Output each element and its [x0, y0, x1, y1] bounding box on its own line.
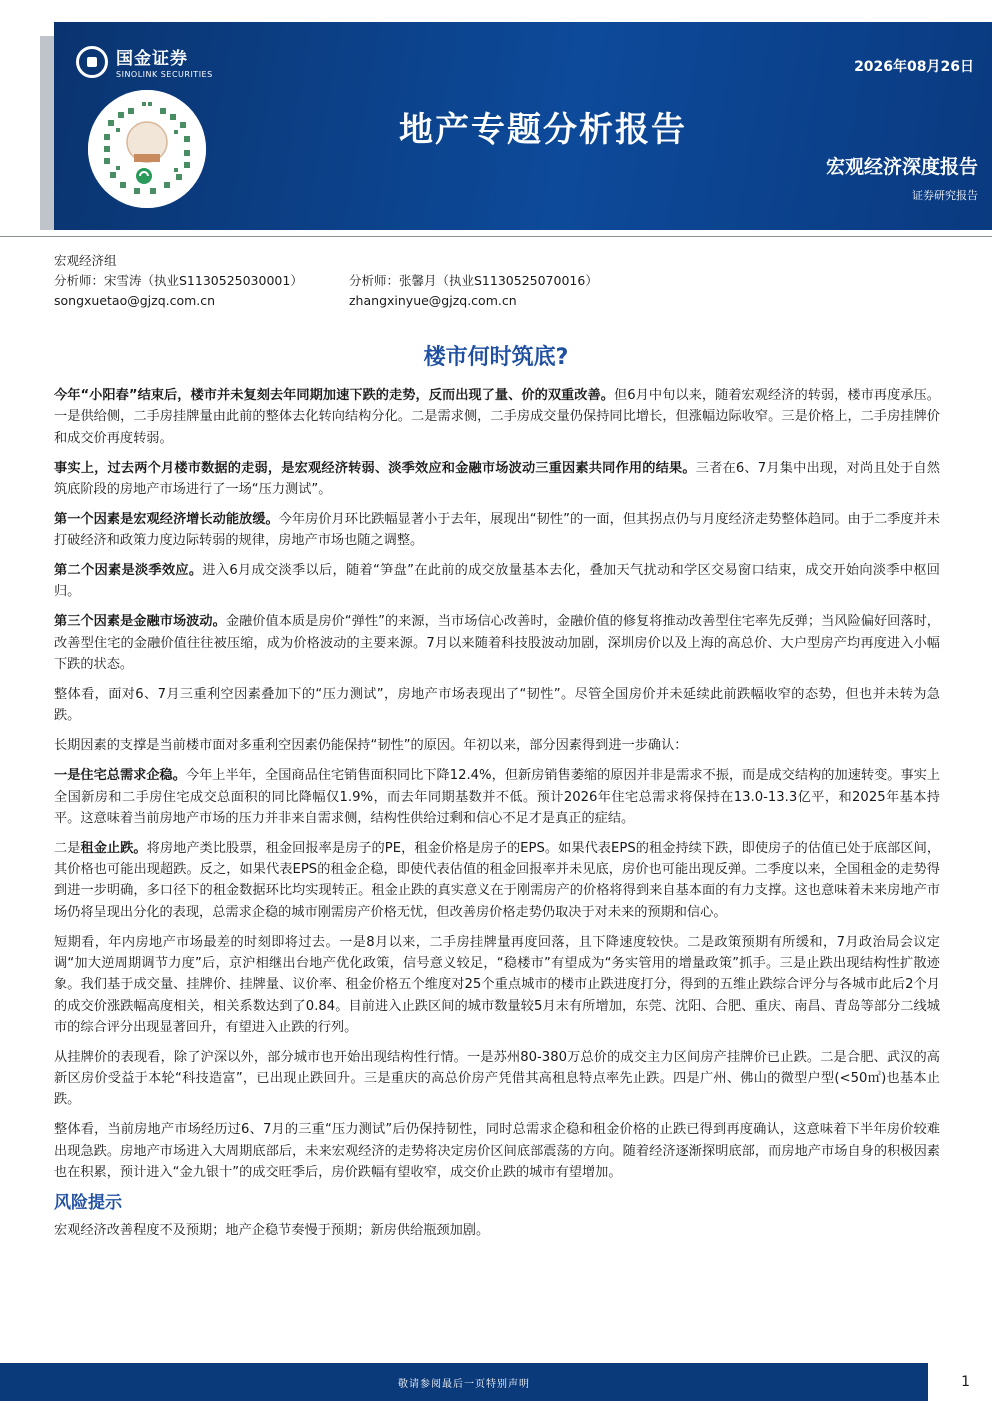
- logo-mark-icon: [76, 46, 108, 78]
- paragraph-text: 但6月中旬以来，随着宏观经济的转弱，楼市再度承压。一是供给侧，二手房挂牌量由此前的整体去化转向结构分化。二是需求侧，二手房成交量仍保持同比增长，但涨幅边际收窄。三是价格上，二手房挂牌价和成交价再度转弱。: [54, 388, 940, 446]
- document-title: 楼市何时筑底?: [423, 345, 569, 370]
- paragraph-12: [54, 1119, 940, 1183]
- analyst-2: 分析师：张馨月（执业S1130525070016）: [349, 273, 598, 288]
- report-date: 2026年08月26日: [854, 59, 974, 75]
- analyst-2-email[interactable]: zhangxinyue@gjzq.com.cn: [349, 293, 517, 308]
- page-number: 1: [961, 1374, 970, 1390]
- paragraph-4: [54, 560, 940, 603]
- paragraph-text: 今年上半年，全国商品住宅销售面积同比下降12.4%，但新房销售萎缩的原因并非是需求不振，而是成交结构的加速转变。事实上全国新房和二手房住宅成交总面积的同比降幅仅1.9%，而去年同期基数并不低。预计2026年住宅总需求将保持在13.0-13.3亿平，和2025年基本持平。这意味着当前房地产市场的压力并非来自需求侧，结构性供给过剩和信心不足才是真正的症结。: [54, 768, 941, 826]
- analyst-1: 分析师：宋雪涛（执业S1130525030001）: [54, 273, 303, 288]
- paragraph-8: [54, 765, 940, 829]
- logo-text: [116, 44, 213, 79]
- paragraph-prefix: 二是: [54, 840, 81, 856]
- research-group: 宏观经济组: [54, 253, 117, 268]
- paragraph-lead: 今年“小阳春”结束后，楼市并未复刻去年同期加速下跌的走势，反而出现了量、价的双重改善。: [54, 388, 614, 403]
- paragraph-text: 今年房价月环比跌幅显著小于去年，展现出“韧性”的一面，但其拐点仍与月度经济走势整体趋同。由于二季度并未打破经济和政策力度边际转弱的规律，房地产市场也随之调整。: [54, 511, 940, 549]
- analyst-1-email[interactable]: songxuetao@gjzq.com.cn: [54, 293, 216, 308]
- report-body: [54, 385, 940, 1250]
- paragraph-text: 短期看，年内房地产市场最差的时刻即将过去。一是8月以来，二手房挂牌量再度回落，且下降速度较快。二是政策预期有所缓和，7月政治局会议定调“加大逆周期调节力度”后，京沪相继出台地产优化政策，信号意义较足，“稳楼市”有望成为“务实管用的增量政策”抓手。三是止跌出现结构性扩散迹象。我们基于成交量、挂牌价、挂牌量、议价率、租金价格五个维度对25个重点城市的楼市止跌进度打分，得到的五维止跌综合评分与各城市此后2个月的成交价涨跌幅高度相关，相关系数达到了0.84。目前进入止跌区间的城市数量较5月末有所增加，东莞、沈阳、合肥、重庆、南昌、青岛等部分二线城市的综合评分出现显著回升，有望进入止跌的行列。: [54, 934, 940, 1035]
- paragraph-text: 进入6月成交淡季以后，随着“笋盘”在此前的成交放量基本去化，叠加天气扰动和学区交易窗口结束，成交开始向淡季中枢回归。: [54, 563, 940, 600]
- paragraph-lead: 事实上，过去两个月楼市数据的走弱，是宏观经济转弱、淡季效应和金融市场波动三重因素共同作用的结果。: [54, 460, 696, 476]
- paragraph-lead: 第二个因素是淡季效应。: [54, 563, 203, 579]
- company-logo: [76, 44, 213, 79]
- paragraph-10: [54, 932, 940, 1038]
- risk-heading: 风险提示: [54, 1193, 122, 1214]
- paragraph-2: [54, 458, 940, 501]
- paragraph-7: [54, 735, 940, 756]
- report-title: 地产专题分析报告: [399, 110, 687, 150]
- logo-cn: 国金证券: [116, 49, 188, 69]
- author-block: [54, 251, 598, 311]
- email-row: [54, 291, 598, 311]
- paragraph-3: [54, 509, 940, 552]
- header-banner: [54, 22, 992, 230]
- paragraph-1: [54, 385, 940, 449]
- paragraph-text: 长期因素的支撑是当前楼市面对多重利空因素仍能保持“韧性”的原因。年初以来，部分因素得到进一步确认：: [54, 738, 688, 754]
- paragraph-11: [54, 1047, 940, 1111]
- logo-en: SINOLINK SECURITIES: [116, 70, 213, 79]
- paragraph-9: [54, 838, 940, 923]
- paragraph-text: 从挂牌价的表现看，除了沪深以外，部分城市也开始出现结构性行情。一是苏州80-380万总价的成交主力区间房产挂牌价已止跌。二是合肥、武汉的高新区房价受益于本轮“科技造富”，已出现止跌回升。三是重庆的高总价房产凭借其高租息特点率先止跌。四是广州、佛山的微型户型(<50㎡)也基本止跌。: [54, 1049, 940, 1108]
- paragraph-lead: 租金止跌。: [80, 840, 147, 856]
- paragraph-text: 金融价值本质是房价“弹性”的来源，当市场信心改善时，金融价值的修复将推动改善型住宅率先反弹；当风险偏好回落时，改善型住宅的金融价值往往被压缩，成为价格波动的主要来源。7月以来随着科技股波动加剧，深圳房价以及上海的高总价、大户型房产均再度进入小幅下跌的状态。: [54, 614, 940, 673]
- report-subtype: 证券研究报告: [912, 189, 978, 202]
- report-type: 宏观经济深度报告: [825, 156, 978, 178]
- paragraph-text: 三者在6、7月集中出现，对尚且处于自然筑底阶段的房地产市场进行了一场“压力测试”。: [54, 460, 940, 497]
- paragraph-lead: 第三个因素是金融市场波动。: [54, 614, 226, 630]
- paragraph-text: 整体看，面对6、7月三重利空因素叠加下的“压力测试”，房地产市场表现出了“韧性”。尽管全国房价并未延续此前跌幅收窄的态势，但也并未转为急跌。: [54, 687, 940, 724]
- paragraph-text: 将房地产类比股票，租金回报率是房子的PE，租金价格是房子的EPS。如果代表EPS的租金持续下跌，即使房子的估值已处于底部区间，其价格也可能出现超跌。反之，如果代表EPS的租金企稳，即使代表估值的租金回报率并未见底，房价也可能出现反弹。二季度以来，全国租金的走势得到进一步明确，多口径下的租金数据环比均实现转正。租金止跌的真实意义在于刚需房产的价格将得到来自基本面的有力支撑。这也意味着未来房地产市场仍将呈现出分化的表现，总需求企稳的城市刚需房产价格无忧，但改善房价格走势仍取决于对未来的预期和信心。: [54, 840, 941, 920]
- paragraph-lead: 第一个因素是宏观经济增长动能放缓。: [54, 511, 279, 527]
- paragraph-text: 整体看，当前房地产市场经历过6、7月的三重“压力测试”后仍保持韧性，同时总需求企稳和租金价格的止跌已得到再度确认，这意味着下半年房价较难出现急跌。房地产市场进入大周期底部后，未来宏观经济的走势将决定房价区间底部震荡的方向。随着经济逐渐探明底部，而房地产市场自身的积极因素也在积累，预计进入“金九银十”的成交旺季后，房价跌幅有望收窄，成交价止跌的城市有望增加。: [54, 1122, 940, 1181]
- footer-notice: 敬请参阅最后一页特别声明: [398, 1379, 530, 1390]
- paragraph-5: [54, 611, 940, 675]
- header-frame-left: [40, 36, 54, 230]
- risk-text: 宏观经济改善程度不及预期；地产企稳节奏慢于预期；新房供给瓶颈加剧。: [54, 1223, 490, 1239]
- header-divider: [0, 236, 992, 237]
- analyst-row: [54, 271, 598, 291]
- paragraph-lead: 一是住宅总需求企稳。: [54, 768, 186, 784]
- paragraph-6: [54, 684, 940, 727]
